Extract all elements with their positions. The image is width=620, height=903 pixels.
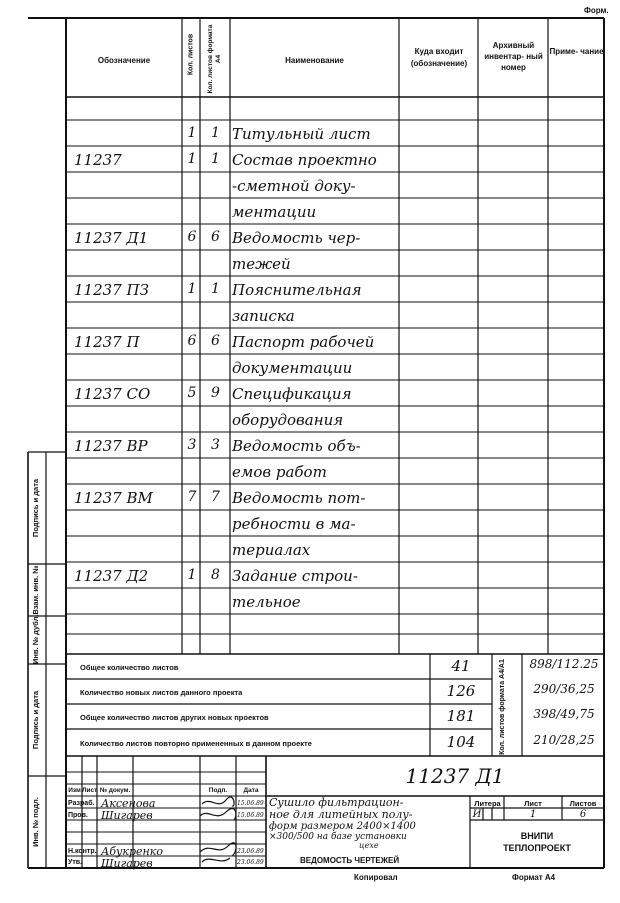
row-name: записка <box>232 307 295 325</box>
row-name: ментации <box>232 203 317 221</box>
total-label: Количество новых листов данного проекта <box>80 688 243 697</box>
stamp-date: 23.06.89 <box>237 848 264 855</box>
stamp-col-date: Дата <box>243 787 259 794</box>
row-name: Ведомость пот- <box>232 489 366 507</box>
stamp-col-change: Изм <box>68 787 81 794</box>
total-value: 181 <box>446 707 476 725</box>
row-count: 5 <box>187 385 197 401</box>
stamp-sheets: 6 <box>579 809 587 820</box>
stamp-col-doc-no: № докум. <box>99 787 131 794</box>
row-designation: 11237 Д2 <box>74 567 149 585</box>
header-designation: Обозначение <box>97 56 151 65</box>
strip-replacement-inv: Взам. инв. № <box>31 565 40 615</box>
stamp-col-sheet: Лист <box>82 787 98 794</box>
stamp-org-line: ВНИПИ <box>520 831 554 841</box>
stamp-role: Н.контр. <box>68 848 97 855</box>
row-name: тежей <box>232 255 291 273</box>
total-label: Количество листов повторно примененных в данном проекте <box>80 739 312 748</box>
footer-copied: Копировал <box>354 873 398 882</box>
row-name: Спецификация <box>232 385 352 403</box>
strip-original-inv: Инв. № подл. <box>31 797 40 847</box>
row-count: 1 <box>187 125 197 141</box>
row-designation: 11237 <box>74 151 122 169</box>
row-a4: 7 <box>211 489 220 505</box>
strip-signature-date: Подпись и дата <box>31 478 40 538</box>
stamp-doc-title: ВЕДОМОСТЬ ЧЕРТЕЖЕЙ <box>300 856 400 865</box>
stamp-description-line: Сушило фильтрацион- <box>269 796 404 809</box>
stamp-date: 23.06.89 <box>237 859 264 866</box>
row-count: 1 <box>187 567 197 583</box>
total-label: Общее количество листов других новых проектов <box>80 713 269 722</box>
stamp-date: 15.06.89 <box>237 800 264 807</box>
row-name: ребности в ма- <box>232 515 356 533</box>
stamp-person: Аксенова <box>101 797 156 810</box>
stamp-date: 15.06.89 <box>237 812 264 819</box>
row-name: Титульный лист <box>232 125 371 143</box>
strip-duplicate-inv: Инв. № дубл. <box>31 614 40 664</box>
total-a4-value: 210/28,25 <box>533 733 595 747</box>
stamp-description-line: ×300/500 на базе установки <box>269 832 407 842</box>
row-count: 6 <box>187 229 197 245</box>
totals-a4-label: Кол. листов формата А4/А1 <box>499 659 506 755</box>
stamp-role: Утв. <box>68 859 83 866</box>
total-value: 126 <box>446 682 476 700</box>
row-count: 7 <box>187 489 197 505</box>
stamp-letter: И <box>472 809 482 820</box>
stamp-description-line: ное для литейных полу- <box>269 808 413 821</box>
total-a4-value: 290/36,25 <box>533 682 595 696</box>
row-a4: 1 <box>211 151 220 167</box>
row-count: 6 <box>187 333 197 349</box>
stamp-sheet-label: Лист <box>524 799 542 808</box>
stamp-description-line: форм размером 2400×1400 <box>269 821 416 832</box>
row-name: Задание строи- <box>232 567 358 585</box>
row-designation: 11237 ПЗ <box>74 281 149 299</box>
stamp-role: Разраб. <box>68 800 95 807</box>
stamp-person: Абукренко <box>101 845 163 858</box>
total-label: Общее количество листов <box>80 663 179 672</box>
row-count: 1 <box>187 151 197 167</box>
row-name: тельное <box>232 593 301 611</box>
total-value: 41 <box>451 657 471 675</box>
header-sheets-count: Кол. листов <box>187 33 195 76</box>
row-name: емов работ <box>232 463 327 481</box>
row-designation: 11237 П <box>74 333 140 351</box>
stamp-role: Пров. <box>68 812 88 819</box>
row-name: документации <box>232 359 353 377</box>
row-a4: 3 <box>211 437 220 453</box>
row-designation: 11237 ВР <box>74 437 148 455</box>
row-a4: 6 <box>211 333 220 349</box>
total-a4-value: 398/49,75 <box>533 707 595 721</box>
footer-format: Формат А4 <box>512 873 556 882</box>
header-name: Наименование <box>285 56 344 65</box>
row-designation: 11237 Д1 <box>74 229 149 247</box>
stamp-letter-label: Литера <box>474 799 501 808</box>
strip-signature-date-2: Подпись и дата <box>31 690 40 750</box>
row-name: Ведомость чер- <box>232 229 361 247</box>
row-a4: 8 <box>211 567 220 583</box>
row-count: 3 <box>187 437 197 453</box>
signature-scribbles <box>196 796 240 868</box>
stamp-org-line: ТЕПЛОПРОЕКТ <box>503 843 571 853</box>
row-count: 1 <box>187 281 197 297</box>
row-a4: 6 <box>211 229 220 245</box>
stamp-description-line: цехе <box>359 841 379 850</box>
header-note: Приме- чание <box>549 47 604 56</box>
row-name: Состав проектно <box>232 151 377 169</box>
row-name: оборудования <box>232 411 344 429</box>
header-sheets-a4: Кол. листов формата А4 <box>207 24 222 94</box>
total-value: 104 <box>446 733 476 751</box>
row-a4: 9 <box>211 385 220 401</box>
stamp-description <box>269 797 416 850</box>
row-name: -сметной доку- <box>232 177 356 195</box>
row-designation: 11237 ВМ <box>74 489 153 507</box>
stamp-person: Шигарев <box>101 809 153 822</box>
stamp-org <box>470 830 604 854</box>
corner-label: Форм. <box>584 6 609 15</box>
row-name: Паспорт рабочей <box>232 333 375 351</box>
header-archive: Архивный инвентар- ный номер <box>484 41 543 72</box>
row-name: Пояснительная <box>232 281 362 299</box>
row-name: териалах <box>232 541 311 559</box>
stamp-sheet: 1 <box>529 809 537 820</box>
total-a4-value: 898/112.25 <box>529 657 599 671</box>
header-where-used: Куда входит (обозначение) <box>410 47 468 68</box>
row-designation: 11237 СО <box>74 385 151 403</box>
stamp-person: Шигарев <box>101 857 153 870</box>
stamp-code: 11237 Д1 <box>405 764 505 788</box>
row-name: Ведомость объ- <box>232 437 361 455</box>
row-a4: 1 <box>211 281 220 297</box>
stamp-col-sign: Подп. <box>208 787 228 794</box>
row-a4: 1 <box>211 125 220 141</box>
stamp-sheets-label: Листов <box>569 799 597 808</box>
